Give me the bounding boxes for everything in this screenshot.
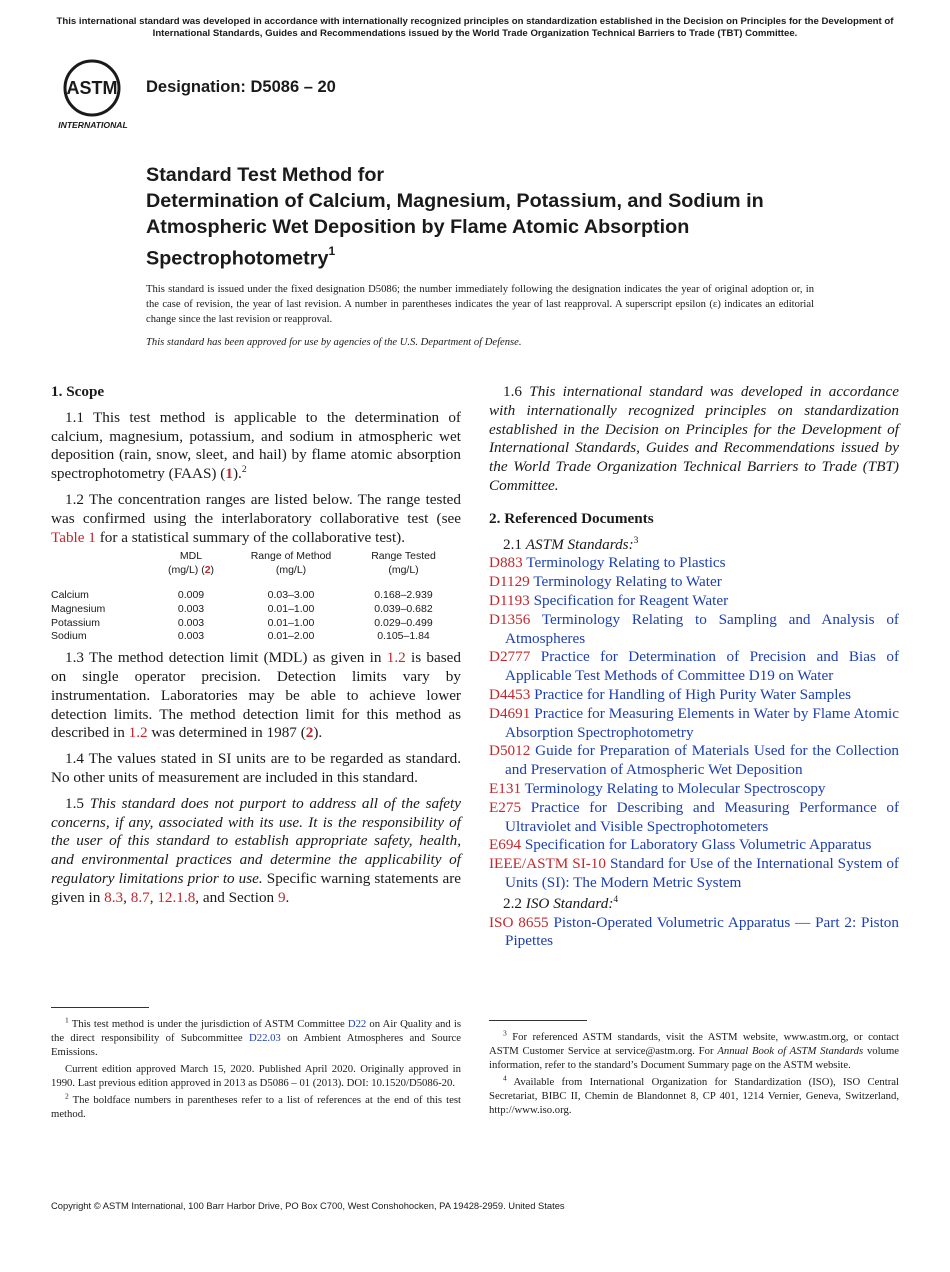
footnotes-right (489, 1030, 899, 1120)
section-link-12-1-8[interactable]: 12.1.8 (157, 888, 196, 906)
document-title (146, 162, 866, 272)
element-name: Potassium (51, 616, 101, 629)
list-item[interactable]: E131 Terminology Relating to Molecular Spectroscopy (489, 779, 826, 797)
list-item[interactable]: D2777 Practice for Determination of Precision and Bias of Applicable Test Methods of Committee D19 on Water (489, 648, 900, 685)
range-method-value: 0.01–1.00 (267, 602, 315, 615)
tbt-compliance-note: This international standard was developed in accordance with internationally recognized principles on standardization established in the Decision on Principles for the Development of International Standards, Guides and Recommendations issued by the World Trade Organization Technical Barriers to Trade (TBT) Committee. (56, 16, 894, 39)
para-1-3: 1.3 The method detection limit (MDL) as given in 1.2 is based on single operator precision. Detection limits vary by instrumentation. Laboratories may be able to achieve lower detection limits. The method detection limit for this method as described in 1.2 was determined in 1987 (2). (51, 649, 461, 742)
committee-d22-link[interactable]: D22 (347, 1018, 367, 1030)
footnotes-left (51, 1017, 461, 1124)
list-item[interactable]: D4453 Practice for Handling of High Purity Water Samples (489, 685, 852, 703)
para-1-6: 1.6 This international standard was developed in accordance with internationally recognized principles on standardization established in the Decision on Principles for the Development of International Standards, Guides and Recommendations issued by the World Trade Organization Technical Barriers to Trade (TBT) Committee. (489, 383, 900, 494)
footnote-1-edition: Current edition approved March 15, 2020. Published April 2020. Originally approved in 1990. Last previous edition approved in 2013 as D5086 – 01 (2013). DOI: 10.1520/D5086-20. (51, 1063, 461, 1089)
right-column (489, 383, 899, 951)
ref-link-2b[interactable]: 2 (305, 724, 314, 742)
mdl-value: 0.003 (177, 616, 205, 629)
mdl-value: 0.003 (177, 602, 205, 615)
iso-standard-subheading: 2.2 ISO Standard:$^4$ (503, 894, 619, 912)
list-item[interactable]: ISO 8655 Piston-Operated Volumetric Apparatus — Part 2: Piston Pipettes (489, 913, 899, 950)
section-link-1-2[interactable]: 1.2 (386, 649, 406, 667)
list-item[interactable]: D1356 Terminology Relating to Sampling and Analysis of Atmospheres (489, 610, 899, 647)
logo-letters: ASTM (66, 78, 118, 98)
table-row (51, 589, 461, 603)
concentration-ranges-table (51, 550, 461, 644)
header-range-tested: Range Tested (mg/L) (371, 550, 436, 577)
logo-word: INTERNATIONAL (58, 120, 128, 130)
list-item[interactable]: E694 Specification for Laboratory Glass Volumetric Apparatus (489, 836, 872, 854)
para-1-5: 1.5 This standard does not purport to address all of the safety concerns, if any, associated with its use. It is the responsibility of the user of this standard to establish appropriate safety, health, and environmental practices and determine the applicability of regulatory limitations prior to use. Specific warning statements are given in 8.3, 8.7, 12.1.8, and Section 9. (51, 794, 461, 906)
footnote-2: $^2$ The boldface numbers in parentheses refer to a list of references at the end of this test method. (51, 1091, 461, 1120)
issued-note: This standard is issued under the fixed designation D5086; the number immediately following the designation indicates the year of original adoption or, in the case of revision, the year of last revision. A number in parentheses indicates the year of last reapproval. A superscript epsilon (ε) indicates an editorial change since the last revision or reapproval. (146, 284, 814, 325)
mdl-value: 0.003 (177, 630, 205, 643)
ref-link-1[interactable]: 1 (225, 465, 233, 483)
subcommittee-d22-03-link[interactable]: D22.03 (249, 1032, 281, 1044)
para-1-1: 1.1 This test method is applicable to the determination of calcium, magnesium, potassium, and sodium in atmospheric wet deposition (rain, snow, sleet, and hail) by flame atomic absorption spectrophotometry (FAAS) (1).$^2$ (51, 408, 461, 483)
section-1-heading: 1. Scope (51, 383, 105, 400)
range-method-value: 0.01–2.00 (267, 630, 315, 643)
section-2-heading: 2. Referenced Documents (489, 509, 654, 527)
copyright-footer: Copyright © ASTM International, 100 Barr Harbor Drive, PO Box C700, West Conshohocken, PA 19428-2959. United States (51, 1200, 565, 1211)
table-row (51, 630, 461, 644)
section-link-8-7[interactable]: 8.7 (130, 888, 150, 906)
iso-reference-list (489, 914, 899, 952)
ref-link-2[interactable]: 2 (204, 564, 211, 577)
footnote-divider-right (489, 1020, 587, 1021)
astm-logo (52, 58, 134, 132)
table-header-row (51, 550, 461, 589)
header-mdl: MDL (mg/L) (2) (167, 550, 215, 577)
range-method-value: 0.01–1.00 (267, 616, 315, 629)
footnote-mark-3[interactable]: 3 (633, 535, 639, 546)
element-name: Calcium (51, 588, 89, 601)
range-tested-value: 0.168–2.939 (374, 588, 433, 601)
footnote-mark-2[interactable]: 2 (241, 465, 247, 476)
list-item[interactable]: IEEE/ASTM SI-10 Standard for Use of the International System of Units (SI): The Modern Metric System (489, 855, 899, 891)
range-tested-value: 0.039–0.682 (374, 602, 433, 615)
para-1-4: 1.4 The values stated in SI units are to be regarded as standard. No other units of measurement are included in this standard. (51, 750, 461, 786)
header-range-method: Range of Method (mg/L) (250, 550, 332, 577)
designation: Designation: D5086 – 20 (146, 78, 336, 96)
element-name: Magnesium (51, 602, 106, 615)
section-link-8-3[interactable]: 8.3 (104, 888, 124, 906)
footnote-1: $^1$ This test method is under the jurisdiction of ASTM Committee D22 on Air Quality and is the direct responsibility of Subcommittee D22.03 on Ambient Atmospheres and Source Emissions. (51, 1015, 461, 1058)
range-method-value: 0.03–3.00 (267, 588, 315, 601)
range-tested-value: 0.029–0.499 (374, 616, 433, 629)
title-main: Determination of Calcium, Magnesium, Potassium, and Sodium in Atmospheric Wet Deposition by Flame Atomic Absorption Spectrophotometry (146, 190, 764, 270)
astm-logo-icon (52, 58, 134, 132)
list-item[interactable]: D5012 Guide for Preparation of Materials Used for the Collection and Preservation of Atmospheric Wet Deposition (489, 742, 900, 779)
table-row (51, 603, 461, 617)
approved-note: This standard has been approved for use by agencies of the U.S. Department of Defense. (146, 337, 522, 348)
title-line-1: Standard Test Method for (146, 164, 385, 186)
footnote-mark-4[interactable]: 4 (613, 894, 619, 905)
list-item[interactable]: D1129 Terminology Relating to Water (489, 573, 722, 591)
table-1-link[interactable]: Table 1 (51, 528, 96, 546)
astm-standards-subheading: 2.1 ASTM Standards:$^3$ (503, 535, 639, 553)
element-name: Sodium (51, 630, 87, 643)
footnote-3: $^3$ For referenced ASTM standards, visit the ASTM website, www.astm.org, or contact ASTM Customer Service at service@astm.org. For Annual Book of ASTM Standards volume information, refer to the standard’s Document Summary page on the ASTM website. (489, 1028, 899, 1071)
astm-reference-list (489, 554, 899, 892)
section-link-9[interactable]: 9 (277, 888, 286, 906)
mdl-value: 0.009 (177, 588, 205, 601)
list-item[interactable]: E275 Practice for Describing and Measuring Performance of Ultraviolet and Visible Spectrophotometers (489, 798, 900, 835)
range-tested-value: 0.105–1.84 (377, 630, 430, 643)
footnote-divider-left (51, 1007, 149, 1008)
title-line-2 (146, 188, 866, 272)
footnote-4: $^4$ Available from International Organization for Standardization (ISO), ISO Central Secretariat, BIBC II, Chemin de Blandonnet 8, CP 401, 1214 Vernier, Geneva, Switzerland, http://www.iso.org. (489, 1073, 899, 1116)
list-item[interactable]: D4691 Practice for Measuring Elements in Water by Flame Atomic Absorption Spectrophotometry (489, 704, 899, 741)
list-item[interactable]: D1193 Specification for Reagent Water (489, 591, 729, 609)
para-1-2: 1.2 The concentration ranges are listed below. The range tested was confirmed using the interlaboratory collaborative test (see Table 1 for a statistical summary of the collaborative test). (51, 490, 461, 546)
table-row (51, 617, 461, 631)
section-link-1-2b[interactable]: 1.2 (128, 724, 148, 742)
left-column (51, 383, 461, 915)
title-footnote-mark[interactable]: 1 (328, 244, 336, 258)
list-item[interactable]: D883 Terminology Relating to Plastics (489, 554, 726, 572)
